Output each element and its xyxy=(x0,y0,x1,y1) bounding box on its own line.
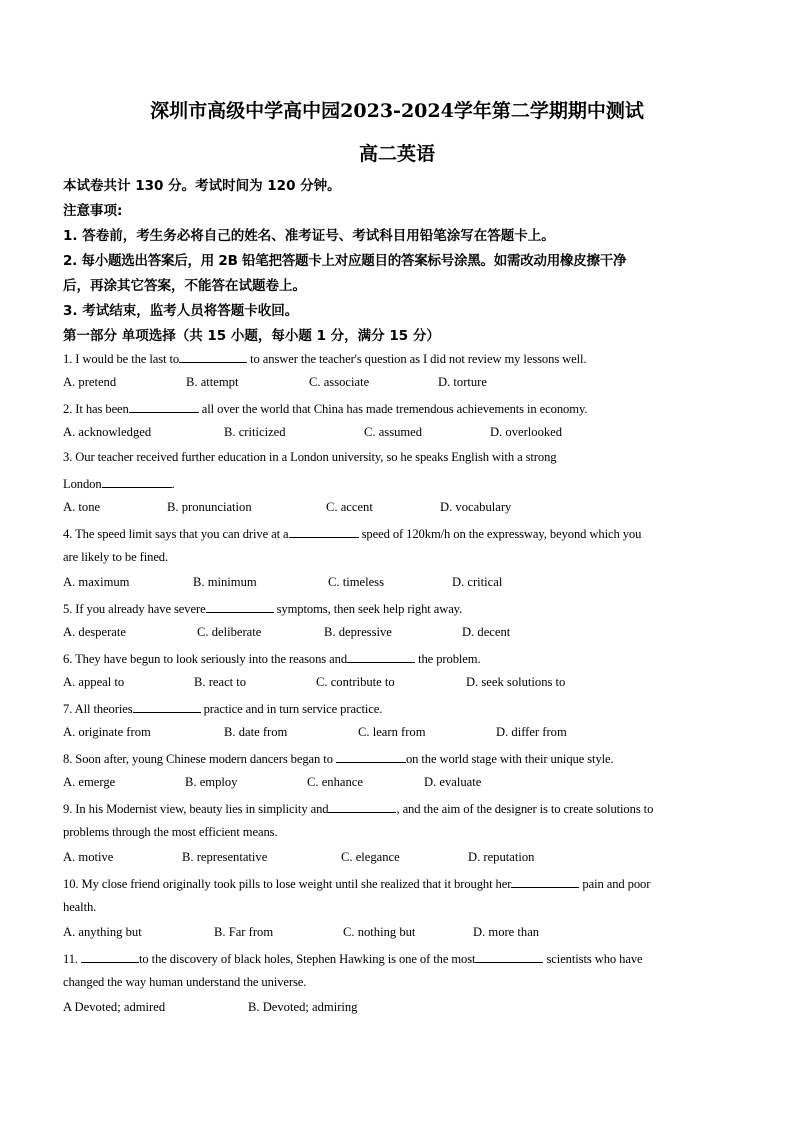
answer-option: A. motive xyxy=(63,850,114,864)
answer-option: D. decent xyxy=(462,625,511,639)
question-line xyxy=(63,400,587,417)
answer-blank xyxy=(328,800,396,813)
answer-option: B. minimum xyxy=(193,575,257,589)
question-line: changed the way human understand the universe. xyxy=(63,975,307,989)
notice-item: 1. 答卷前，考生务必将自己的姓名、准考证号、考试科目用铅笔涂写在答题卡上。 xyxy=(63,228,555,244)
answer-option: B. date from xyxy=(224,725,288,739)
answer-option: C. contribute to xyxy=(316,675,395,689)
answer-option: C. elegance xyxy=(341,850,400,864)
question-text: . xyxy=(171,477,175,491)
question-text: 6. They have begun to look seriously into the reasons and xyxy=(63,652,348,666)
notice-item: 3. 考试结束，监考人员将答题卡收回。 xyxy=(63,303,299,319)
answer-option: D. more than xyxy=(473,925,540,939)
answer-blank xyxy=(347,650,415,663)
answer-option: B. criticized xyxy=(224,425,286,439)
question-line: problems through the most efficient means. xyxy=(63,825,278,839)
section-heading: 第一部分 单项选择（共 15 小题，每小题 1 分，满分 15 分） xyxy=(63,328,440,344)
answer-option: C. learn from xyxy=(358,725,426,739)
notice-item: 2. 每小题选出答案后，用 2B 铅笔把答题卡上对应题目的答案标号涂黑。如需改动用橡皮擦干净 xyxy=(63,253,627,269)
question-text: 5. If you already have severe xyxy=(63,602,206,616)
answer-blank xyxy=(102,475,172,488)
answer-option: A. pretend xyxy=(63,375,117,389)
question-line: 3. Our teacher received further education in a London university, so he speaks English with a strong xyxy=(63,450,557,464)
answer-blank xyxy=(336,750,406,763)
question-line xyxy=(63,350,587,367)
question-line xyxy=(63,600,462,617)
answer-option: A. desperate xyxy=(63,625,126,639)
answer-blank xyxy=(289,525,359,538)
notice-heading: 注意事项: xyxy=(63,203,123,219)
answer-option: D. reputation xyxy=(468,850,535,864)
answer-option: A. anything but xyxy=(63,925,142,939)
question-text: the problem. xyxy=(415,652,481,666)
exam-subtitle: 高二英语 xyxy=(358,143,435,165)
question-text: to the discovery of black holes, Stephen Hawking is one of the most xyxy=(139,952,476,966)
answer-option: C. deliberate xyxy=(197,625,262,639)
answer-option: B. pronunciation xyxy=(167,500,252,514)
answer-option: D. vocabulary xyxy=(440,500,512,514)
question-text: 10. My close friend originally took pills to lose weight until she realized that it brought her xyxy=(63,877,512,891)
question-text: speed of 120km/h on the expressway, beyond which you xyxy=(358,527,642,541)
answer-blank xyxy=(179,350,247,363)
question-line xyxy=(63,650,481,667)
answer-option: C. enhance xyxy=(307,775,363,789)
answer-option: C. nothing but xyxy=(343,925,416,939)
answer-blank xyxy=(511,875,579,888)
answer-option: A. tone xyxy=(63,500,101,514)
answer-option: A Devoted; admired xyxy=(63,1000,166,1014)
question-line: are likely to be fined. xyxy=(63,550,169,564)
question-text: 11. xyxy=(63,952,82,966)
answer-option: B. representative xyxy=(182,850,268,864)
question-text: 8. Soon after, young Chinese modern dancers began to xyxy=(63,752,336,766)
answer-option: C. accent xyxy=(326,500,373,514)
question-line xyxy=(63,950,643,967)
answer-option: B. Far from xyxy=(214,925,274,939)
answer-option: A. maximum xyxy=(63,575,130,589)
question-text: on the world stage with their unique style. xyxy=(405,752,614,766)
answer-option: D. critical xyxy=(452,575,503,589)
answer-option: B. employ xyxy=(185,775,238,789)
question-line xyxy=(63,475,175,492)
answer-option: D. differ from xyxy=(496,725,567,739)
question-text: to answer the teacher's question as I did not review my lessons well. xyxy=(247,352,587,366)
question-text: symptoms, then seek help right away. xyxy=(273,602,463,616)
answer-option: C. timeless xyxy=(328,575,384,589)
exam-intro: 本试卷共计 130 分。考试时间为 120 分钟。 xyxy=(63,178,341,194)
answer-blank xyxy=(475,950,543,963)
answer-blank xyxy=(129,400,199,413)
question-text: all over the world that China has made tremendous achievements in economy. xyxy=(198,402,588,416)
answer-option: D. torture xyxy=(438,375,487,389)
answer-blank xyxy=(81,950,139,963)
question-line xyxy=(63,750,614,767)
question-line xyxy=(63,525,641,542)
question-line xyxy=(63,700,382,717)
answer-option: A. originate from xyxy=(63,725,151,739)
question-line: health. xyxy=(63,900,97,914)
question-text: pain and poor xyxy=(579,877,651,891)
answer-option: C. associate xyxy=(309,375,370,389)
answer-option: B. depressive xyxy=(324,625,392,639)
answer-option: D. evaluate xyxy=(424,775,482,789)
question-text: 7. All theories xyxy=(63,702,133,716)
answer-blank xyxy=(133,700,201,713)
answer-option: B. react to xyxy=(194,675,247,689)
answer-blank xyxy=(206,600,274,613)
exam-title: 深圳市高级中学高中园2023-2024学年第二学期期中测试 xyxy=(150,100,644,122)
answer-option: C. assumed xyxy=(364,425,423,439)
answer-option: D. overlooked xyxy=(490,425,563,439)
answer-option: A. emerge xyxy=(63,775,116,789)
question-text: , and the aim of the designer is to create solutions to xyxy=(396,802,654,816)
answer-option: B. Devoted; admiring xyxy=(248,1000,358,1014)
question-text: 2. It has been xyxy=(63,402,129,416)
notice-item: 后，再涂其它答案，不能答在试题卷上。 xyxy=(63,278,306,294)
question-line xyxy=(63,875,650,892)
answer-option: D. seek solutions to xyxy=(466,675,566,689)
question-line xyxy=(63,800,653,817)
question-text: London xyxy=(63,477,102,491)
answer-option: B. attempt xyxy=(186,375,239,389)
question-text: 1. I would be the last to xyxy=(63,352,180,366)
question-text: practice and in turn service practice. xyxy=(200,702,383,716)
answer-option: A. acknowledged xyxy=(63,425,152,439)
question-text: 9. In his Modernist view, beauty lies in simplicity and xyxy=(63,802,329,816)
question-text: 4. The speed limit says that you can drive at a xyxy=(63,527,289,541)
answer-option: A. appeal to xyxy=(63,675,125,689)
question-text: scientists who have xyxy=(543,952,643,966)
